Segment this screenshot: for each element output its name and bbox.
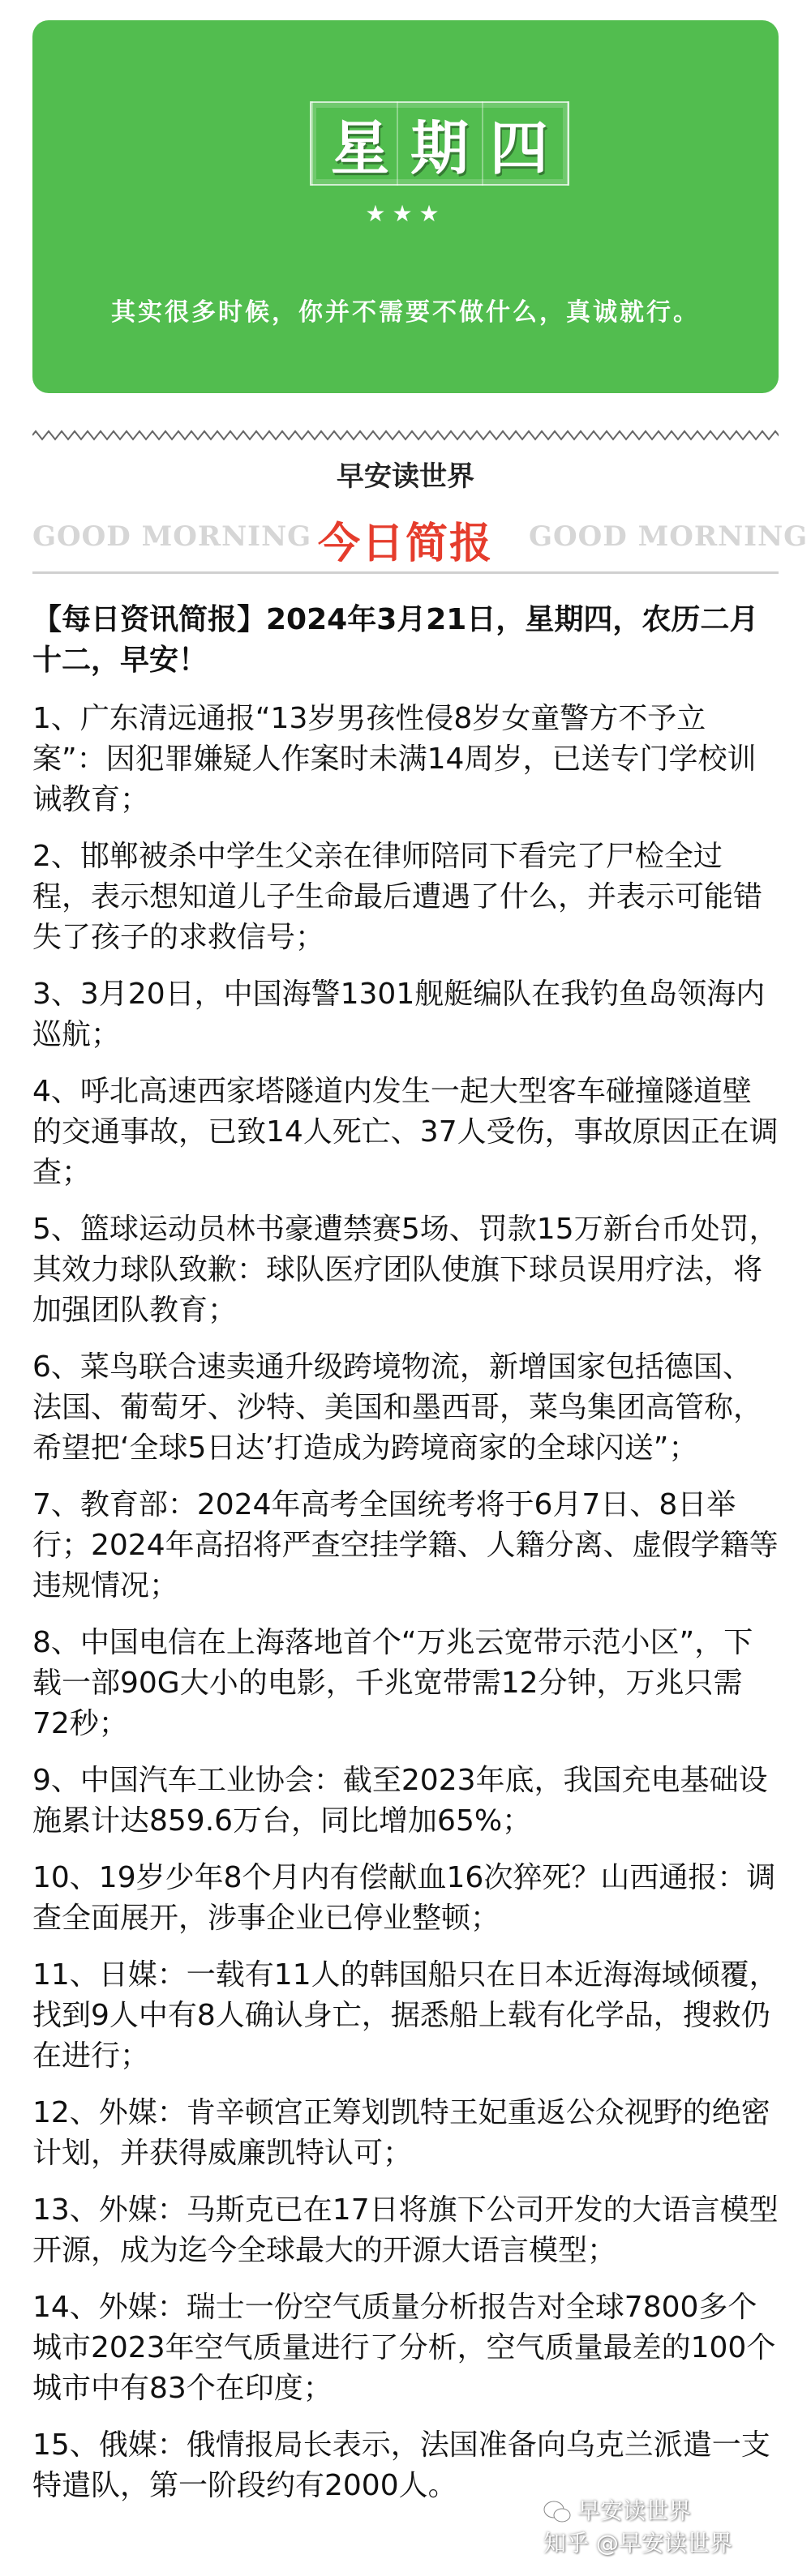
news-item: 1、广东清远通报“13岁男孩性侵8岁女童警方不予立案”：因犯罪嫌疑人作案时未满14周岁，已送专门学校训诫教育； bbox=[32, 702, 757, 816]
news-item: 7、教育部：2024年高考全国统考将于6月7日、8日举行；2024年高招将严查空挂学籍、人籍分离、虚假学籍等违规情况； bbox=[32, 1488, 779, 1603]
wave-divider bbox=[32, 430, 779, 441]
news-item: 14、外媒：瑞士一份空气质量分析报告对全球7800多个城市2023年空气质量进行了分析，空气质量最差的100个城市中有83个在印度； bbox=[32, 2291, 776, 2405]
news-item: 15、俄媒：俄情报局长表示，法国准备向乌克兰派遣一支特遣队，第一阶段约有2000人。 bbox=[32, 2428, 770, 2502]
watermark-line-1 bbox=[543, 2495, 803, 2527]
brand-name: 早安读世界 bbox=[337, 460, 474, 493]
motto-text: 其实很多时候，你并不需要不做什么，真诚就行。 bbox=[111, 298, 700, 327]
news-item: 4、呼北高速西家塔隧道内发生一起大型客车碰撞隧道壁的交通事故，已致14人死亡、37人受伤，事故原因正在调查； bbox=[32, 1075, 779, 1189]
today-title: 今日简报 bbox=[317, 520, 493, 568]
watermark-title: 早安读世界 bbox=[577, 2497, 692, 2524]
news-item: 11、日媒：一载有11人的韩国船只在日本近海海域倾覆，找到9人中有8人确认身亡，据悉船上载有化学品，搜救仍在进行； bbox=[32, 1958, 779, 2073]
day-title-box bbox=[310, 101, 569, 186]
news-item: 10、19岁少年8个月内有偿献血16次猝死？山西通报：调查全面展开，涉事企业已停业整顿； bbox=[32, 1861, 776, 1935]
news-item: 3、3月20日，中国海警1301舰艇编队在我钓鱼岛领海内巡航； bbox=[32, 978, 766, 1051]
day-title: 星期四 bbox=[330, 113, 569, 182]
news-item: 12、外媒：肯辛顿宫正筹划凯特王妃重返公众视野的绝密计划，并获得威廉凯特认可； bbox=[32, 2096, 770, 2170]
good-morning-right: GOOD MORNING bbox=[529, 520, 809, 553]
section-divider bbox=[32, 571, 779, 574]
news-section bbox=[32, 600, 779, 2523]
stars-decoration: ★★★ bbox=[365, 200, 446, 227]
news-item: 5、篮球运动员林书豪遭禁赛5场、罚款15万新台币处罚，其效力球队致歉：球队医疗团队使旗下球员误用疗法，将加强团队教育； bbox=[32, 1213, 779, 1327]
watermark-line-2: 知乎 @早安读世界 bbox=[543, 2530, 732, 2557]
news-headline: 【每日资讯简报】2024年3月21日，星期四，农历二月十二，早安！ bbox=[32, 603, 759, 677]
news-item: 9、中国汽车工业协会：截至2023年底，我国充电基础设施累计达859.6万台，同比增加65%； bbox=[32, 1764, 768, 1838]
watermark bbox=[543, 2495, 803, 2560]
news-item: 8、中国电信在上海落地首个“万兆云宽带示范小区”，下载一部90G大小的电影，千兆宽带需12分钟，万兆只需72秒； bbox=[32, 1626, 753, 1740]
good-morning-left: GOOD MORNING bbox=[32, 520, 312, 553]
header-card bbox=[32, 20, 779, 393]
news-item: 6、菜鸟联合速卖通升级跨境物流，新增国家包括德国、法国、葡萄牙、沙特、美国和墨西哥，菜鸟集团高管称，希望把‘全球5日达’打造成为跨境商家的全球闪送”； bbox=[32, 1350, 763, 1465]
news-item: 2、邯郸被杀中学生父亲在律师陪同下看完了尸检全过程，表示想知道儿子生命最后遭遇了什么，并表示可能错失了孩子的求救信号； bbox=[32, 840, 763, 954]
news-item: 13、外媒：马斯克已在17日将旗下公司开发的大语言模型开源，成为迄今全球最大的开源大语言模型； bbox=[32, 2193, 779, 2267]
wechat-icon bbox=[543, 2500, 571, 2524]
